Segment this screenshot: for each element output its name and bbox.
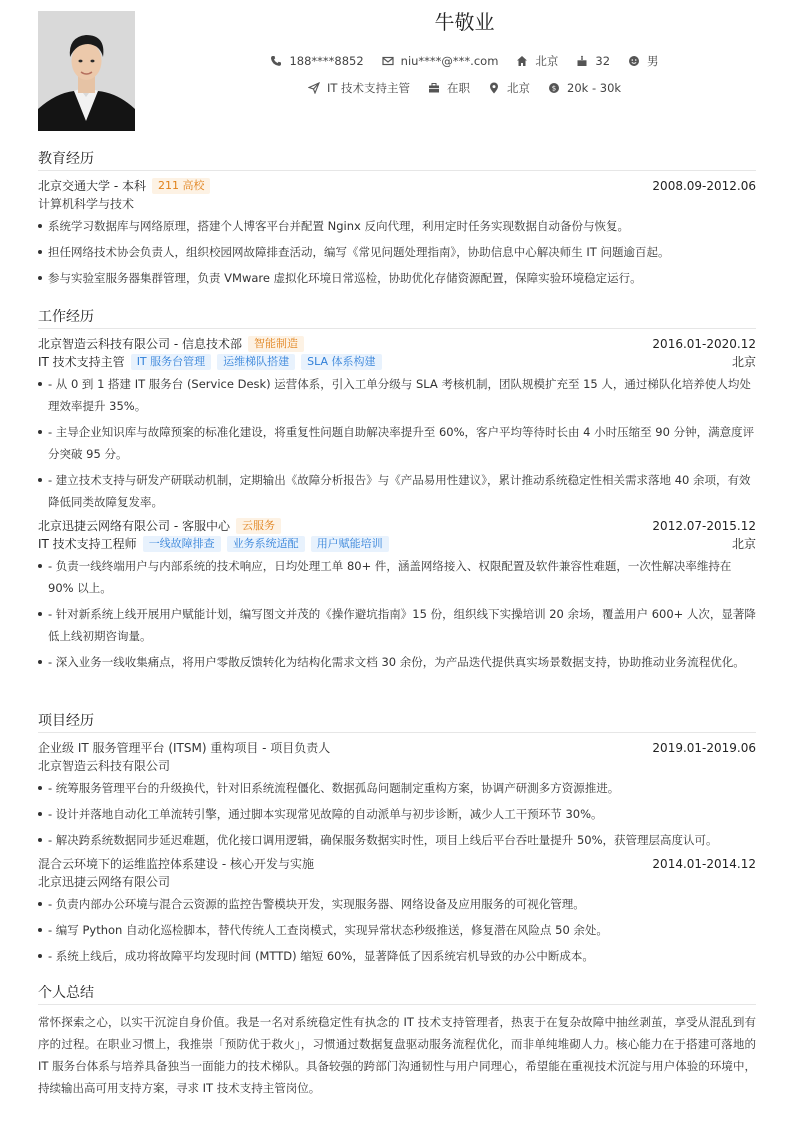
portrait-image xyxy=(38,11,135,131)
project-company-row xyxy=(38,757,756,775)
school-tag: 211 高校 xyxy=(152,178,211,194)
education-date: 2008.09-2012.06 xyxy=(652,179,756,193)
phone-text: 188****8852 xyxy=(289,54,364,68)
project-bullets xyxy=(38,777,756,851)
phone-icon xyxy=(270,55,282,67)
contact-info-row xyxy=(135,53,794,69)
salary-item xyxy=(548,80,621,96)
phone-item xyxy=(270,53,363,69)
location-pin-icon xyxy=(488,82,500,94)
position-item xyxy=(308,80,410,96)
school-name: 北京交通大学 - 本科 xyxy=(38,179,146,193)
list-item: 系统学习数据库与网络原理，搭建个人博客平台并配置 Nginx 反向代理，利用定时任务实现数据自动备份与恢复。 xyxy=(38,215,756,237)
industry-tag: 云服务 xyxy=(236,518,281,534)
profile-photo xyxy=(38,11,135,131)
email-text: niu****@***.com xyxy=(400,54,499,68)
position-text: IT 技术支持主管 xyxy=(326,81,411,95)
job-date: 2012.07-2015.12 xyxy=(652,519,756,533)
role-row xyxy=(38,535,756,553)
education-bullets xyxy=(38,215,756,289)
job-header-row xyxy=(38,335,756,353)
role-title: IT 技术支持工程师 xyxy=(38,537,137,551)
industry-tag: 智能制造 xyxy=(248,336,304,352)
status-text: 在职 xyxy=(447,81,471,95)
job-city: 北京 xyxy=(731,537,756,551)
major-text: 计算机科学与技术 xyxy=(38,197,135,211)
gender-text: 男 xyxy=(647,54,659,68)
section-title: 工作经历 xyxy=(38,306,756,329)
salary-text: 20k - 30k xyxy=(567,81,622,95)
company-name: 北京迅捷云网络有限公司 - 客服中心 xyxy=(38,519,230,533)
cake-icon xyxy=(576,55,588,67)
list-item: 参与实验室服务器集群管理，负责 VMware 虚拟化环境日常巡检，协助优化存储资源配置，保障实验环境稳定运行。 xyxy=(38,267,756,289)
list-item: 担任网络技术协会负责人，组织校园网故障排查活动，编写《常见问题处理指南》，协助信息中心解决师生 IT 问题逾百起。 xyxy=(38,241,756,263)
summary-section xyxy=(38,982,756,1099)
job-date: 2016.01-2020.12 xyxy=(652,337,756,351)
skill-tag: 一线故障排查 xyxy=(143,536,221,552)
list-item: - 负责内部办公环境与混合云资源的监控告警模块开发，实现服务器、网络设备及应用服务的可视化管理。 xyxy=(38,893,756,915)
project-date: 2014.01-2014.12 xyxy=(652,857,756,871)
section-title: 项目经历 xyxy=(38,710,756,733)
project-company-row xyxy=(38,873,756,891)
list-item: - 设计并落地自动化工单流转引擎，通过脚本实现常见故障的自动派单与初步诊断，减少人工干预环节 30%。 xyxy=(38,803,756,825)
section-title: 教育经历 xyxy=(38,148,756,171)
role-row xyxy=(38,353,756,371)
skill-tag: SLA 体系构建 xyxy=(301,354,381,370)
project-name: 企业级 IT 服务管理平台 (ITSM) 重构项目 - 项目负责人 xyxy=(38,741,331,755)
projects-section xyxy=(38,710,756,971)
project-header-row xyxy=(38,855,756,873)
skill-tag: 业务系统适配 xyxy=(227,536,305,552)
skill-tag: IT 服务台管理 xyxy=(131,354,211,370)
skill-tag: 运维梯队搭建 xyxy=(217,354,295,370)
list-item: - 针对新系统上线开展用户赋能计划，编写图文并茂的《操作避坑指南》15 份，组织线下实操培训 20 余场，覆盖用户 600+ 人次，显著降低上线初期咨询量。 xyxy=(38,603,756,647)
project-company: 北京智造云科技有限公司 xyxy=(38,759,171,773)
list-item: - 建立技术支持与研发产研联动机制，定期输出《故障分析报告》与《产品易用性建议》，累计推动系统稳定性相关需求落地 40 余项，有效降低同类故障复发率。 xyxy=(38,469,756,513)
gender-item xyxy=(628,53,659,69)
list-item: - 编写 Python 自动化巡检脚本，替代传统人工查岗模式，实现异常状态秒级推送，修复潜在风险点 50 余处。 xyxy=(38,919,756,941)
project-date: 2019.01-2019.06 xyxy=(652,741,756,755)
project-entry xyxy=(38,739,756,851)
face-icon xyxy=(628,55,640,67)
candidate-name: 牛敬业 xyxy=(434,10,495,34)
major-row xyxy=(38,195,756,213)
education-section xyxy=(38,148,756,293)
project-company: 北京迅捷云网络有限公司 xyxy=(38,875,171,889)
home-city-text: 北京 xyxy=(535,54,559,68)
summary-text: 常怀探索之心，以实干沉淀自身价值。我是一名对系统稳定性有执念的 IT 技术支持管理者，热衷于在复杂故障中抽丝剥茧，享受从混乱到有序的过程。在职业习惯上，我推崇「预防优于救火」，习惯通过数据复盘驱动服务流程优化，而非单纯堆砌人力。核心能力在于搭建可落地的 IT 服务台体系与培养具备独当一面能力的技术梯队。具备较强的跨部门沟通韧性与用户同理心，希望能在重视技术沉淀与用户体验的环境中，持续输出高可用支持方案，寻求 IT 技术支持主管岗位。 xyxy=(38,1015,756,1095)
job-entry xyxy=(38,335,756,513)
age-text: 32 xyxy=(595,54,611,68)
svg-text:$: $ xyxy=(551,84,557,93)
age-item xyxy=(576,53,610,69)
job-bullets xyxy=(38,555,756,673)
email-item xyxy=(382,53,499,69)
work-section xyxy=(38,306,756,677)
project-bullets xyxy=(38,893,756,967)
list-item: - 系统上线后，成功将故障平均发现时间 (MTTD) 缩短 60%，显著降低了因系统宕机导致的办公中断成本。 xyxy=(38,945,756,967)
paper-plane-icon xyxy=(308,82,320,94)
list-item: - 统筹服务管理平台的升级换代，针对旧系统流程僵化、数据孤岛问题制定重构方案，协调产研測多方资源推进。 xyxy=(38,777,756,799)
company-name: 北京智造云科技有限公司 - 信息技术部 xyxy=(38,337,242,351)
role-title: IT 技术支持主管 xyxy=(38,355,125,369)
job-header-row xyxy=(38,517,756,535)
project-header-row xyxy=(38,739,756,757)
job-intent-row xyxy=(135,80,794,96)
email-icon xyxy=(382,55,394,67)
work-city-text: 北京 xyxy=(507,81,531,95)
list-item: - 从 0 到 1 搭建 IT 服务台 (Service Desk) 运营体系，引入工单分级与 SLA 考核机制，团队规模扩充至 15 人，通过梯队化培养使人均处理效率提升 35%。 xyxy=(38,373,756,417)
project-name: 混合云环境下的运维监控体系建设 - 核心开发与实施 xyxy=(38,857,314,871)
section-title: 个人总结 xyxy=(38,982,756,1005)
status-item xyxy=(428,80,470,96)
job-city: 北京 xyxy=(731,355,756,369)
project-entry xyxy=(38,855,756,967)
skill-tag: 用户赋能培训 xyxy=(311,536,389,552)
list-item: - 主导企业知识库与故障预案的标准化建设，将重复性问题自助解决率提升至 60%，客户平均等待时长由 4 小时压缩至 90 分钟，满意度评分突破 95 分。 xyxy=(38,421,756,465)
education-header-row xyxy=(38,177,756,195)
home-city-item xyxy=(516,53,558,69)
job-bullets xyxy=(38,373,756,513)
home-icon xyxy=(516,55,528,67)
work-city-item xyxy=(488,80,530,96)
money-icon xyxy=(548,82,560,94)
briefcase-icon xyxy=(428,82,440,94)
list-item: - 深入业务一线收集痛点，将用户零散反馈转化为结构化需求文档 30 余份，为产品迭代提供真实场景数据支持，协助推动业务流程优化。 xyxy=(38,651,756,673)
list-item: - 解决跨系统数据同步延迟难题，优化接口调用逻辑，确保服务数据实时性，项目上线后平台吞吐量提升 50%，获管理层高度认可。 xyxy=(38,829,756,851)
list-item: - 负责一线终端用户与内部系统的技术响应，日均处理工单 80+ 件，涵盖网络接入、权限配置及软件兼容性难题，一次性解决率维持在 90% 以上。 xyxy=(38,555,756,599)
job-entry xyxy=(38,517,756,673)
